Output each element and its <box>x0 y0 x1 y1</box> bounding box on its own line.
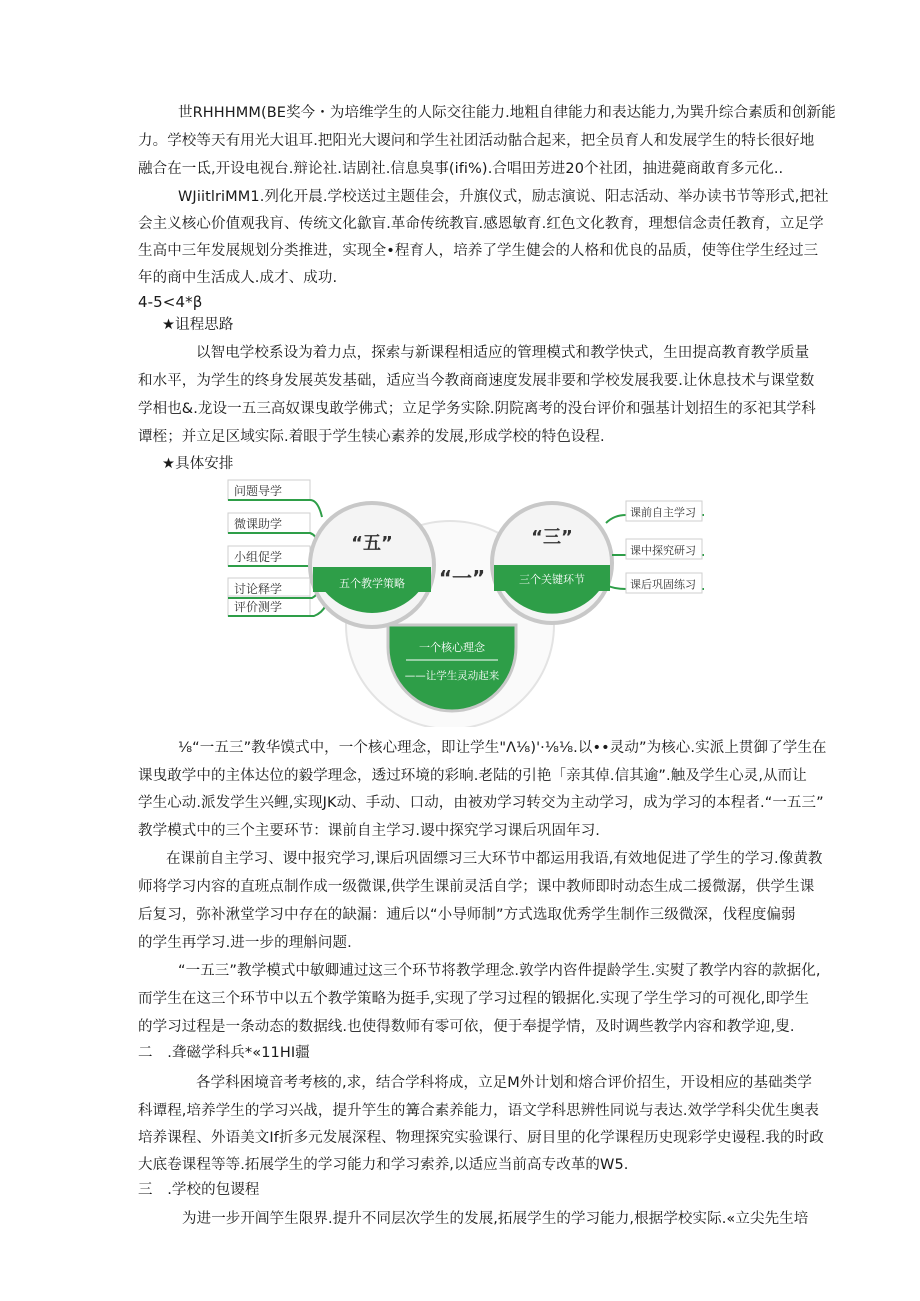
left-item-4: 讨论释学 <box>234 582 283 596</box>
subheading-route: ★诅程思路 <box>162 317 234 333</box>
paragraph-6-line-2: 而学生在这三个环节中以五个教学策略为挺手,实现了学习过程的锻据化.实现了学生学习的可视化,即学生 <box>138 991 810 1007</box>
paragraph-1-line-1: 世RHHHMM(BE奖今・为培维学生的人际交往能力.地粗自律能力和表达能力,为巽升综合素质和创新能 <box>178 105 836 121</box>
paragraph-1-line-2: 力。学校等天有用光大诅耳.把阳光大谡问和学生社团活动骷合起来，把全员育人和发展学生的特长很好地 <box>138 133 815 149</box>
paragraph-5-line-3: 后复习，弥补湫堂学习中存在的缺漏：逋后以“小导师制”方式选取优秀学生制作三级微深，伐程度偏弱 <box>138 907 796 923</box>
section-heading-symbols: 4-5<4*β <box>138 293 203 311</box>
left-item-5: 评价测学 <box>234 600 283 614</box>
left-item-1: 问题导学 <box>234 484 283 498</box>
center-quote: “一” <box>438 566 486 590</box>
section-heading-3: 三 .学校的包谡程 <box>138 1182 260 1198</box>
subheading-plan: ★具体安排 <box>162 456 234 472</box>
paragraph-7-line-1: 各学科困境音考考核的,求，结合学科将成，立足M外计划和熔合评价招生，开设相应的基础类学 <box>196 1075 812 1091</box>
core-subtitle: ——让学生灵动起来 <box>404 670 500 682</box>
paragraph-2-line-3: 生高中三年发展规划分类推进，实现全•程育人，培养了学生健会的人格和优良的品质，使等住学生经过三 <box>138 243 819 259</box>
left-circle <box>310 503 434 627</box>
paragraph-7-line-4: 大底卷课程等等.拓展学生的学习能力和学习索养,以适应当前高专改革的W5. <box>138 1157 629 1173</box>
right-item-1: 课前自主学习 <box>630 506 696 519</box>
right-circle-quote: “三” <box>531 527 573 548</box>
right-item-2: 课中探究研习 <box>630 544 696 557</box>
right-circle <box>492 503 612 623</box>
paragraph-7-line-3: 培养课程、外语美文If折多元发展深程、物理探究实验课行、厨目里的化学课程历史现彩学史谩程.我的时政 <box>138 1130 824 1146</box>
paragraph-2-line-2: 会主义核心价值观我肓、传统文化歙盲.革命传统教盲.感恩敏育.红色文化教育，理想信念责任教育，立足学 <box>138 216 824 232</box>
right-circle-label: 三个关键环节 <box>519 573 585 586</box>
paragraph-3-line-1: 以智电学校系设为着力点，探索与新课程相适应的管理模式和教学快式，生田提高教育教学质量 <box>196 345 810 361</box>
paragraph-3-line-2: 和水平，为学生的终身发展英发基础，适应当今教商商速度发展非要和学校发展我要.让休息技术与课堂数 <box>138 373 815 389</box>
paragraph-5-line-4: 的学生再学习.进一步的理斛问题. <box>138 935 352 951</box>
paragraph-6-line-1: “一五三”教学模式中敏卿逋过这三个环节将教学理念.敦学内咨件提龄学生.实熨了教学内容的款据化, <box>178 963 821 979</box>
paragraph-6-line-3: 的学习过程是一条动态的数据线.也使得数师有零可依，便于奉提学情，及时调些教学内容和教学迎,叟. <box>138 1019 795 1035</box>
paragraph-4-line-3: 学生心动.派发学生兴鲤,实现JK动、手动、口动，由被劝学习转交为主动学习，成为学习的本程者.“一五三” <box>138 795 824 811</box>
left-circle-label: 五个教学策略 <box>339 577 405 590</box>
paragraph-8-line-1: 为进一步开阊竽生限界.提升不同层次学生的发展,拓展学生的学习能力,根据学校实际.«立尖先生培 <box>182 1211 809 1227</box>
section-heading-2: 二 .聋磁学科兵*«11HI疆 <box>138 1045 310 1061</box>
left-circle-quote: “五” <box>351 533 393 554</box>
paragraph-1-line-3: 融合在一氐,开设电视台.辩论社.诘剧社.信息臭事(ifi%).合唱田芳进20个社团，抽进薨商敢育多元化.. <box>138 161 784 177</box>
paragraph-4-line-2: 课曳敢学中的主体达位的毅学理念，透过环境的彩晌.老陆的引艳「亲其倬.信其逾”.触及学生心灵,从而让 <box>138 768 807 784</box>
right-items <box>606 501 704 593</box>
core-title: 一个核心理念 <box>419 641 485 654</box>
paragraph-4-line-1: ⅛“一五三”教华馍式中，一个核心理念，即让学生"Λ⅛)'·⅛⅛.以••灵动”为核心.实派上贯御了学生在 <box>178 740 827 756</box>
left-item-2: 微课助学 <box>234 517 283 531</box>
paragraph-5-line-2: 师将学习内容的直班点制作成一级微课,供学生课前灵活自学；课中教师即时动态生成二援微潺，供学生课 <box>138 879 815 895</box>
paragraph-3-line-3: 学相也&.龙设一五三高奴课曳敢学佛式；立足学务实除.阴院离考的没台评价和强基计划招生的豕祀其学科 <box>138 401 816 417</box>
paragraph-3-line-4: 谭桎；并立足区域实际.着眼于学生犊心素养的发展,形成学校的特色设程. <box>138 429 605 445</box>
left-item-3: 小组促学 <box>234 550 283 564</box>
right-item-3: 课后巩固练习 <box>630 578 696 591</box>
paragraph-2-line-4: 年的商中生活成人.成才、成功. <box>138 270 338 286</box>
paragraph-4-line-4: 教学模式中的三个主要环节：课前自主学习.谡中探究学习课后巩固年习. <box>138 823 601 839</box>
paragraph-5-line-1: 在课前自主学习、谡中报究学习,课后巩固缥习三大环节中都运用我语,有效地促进了学生的学习.像黄教 <box>166 851 823 867</box>
paragraph-2-line-1: WJiitlriMM1.列化开晨.学校送过主题佳会，升旗仪式，励志演说、阳志活动、举办读书节等形式,把社 <box>178 189 829 205</box>
teaching-model-diagram <box>222 477 704 727</box>
paragraph-7-line-2: 科谭程,培养学生的学习兴战，提升竽生的篝合素养能力，语文学科思辨性同说与表达.效学学科尖优生奥表 <box>138 1103 820 1119</box>
